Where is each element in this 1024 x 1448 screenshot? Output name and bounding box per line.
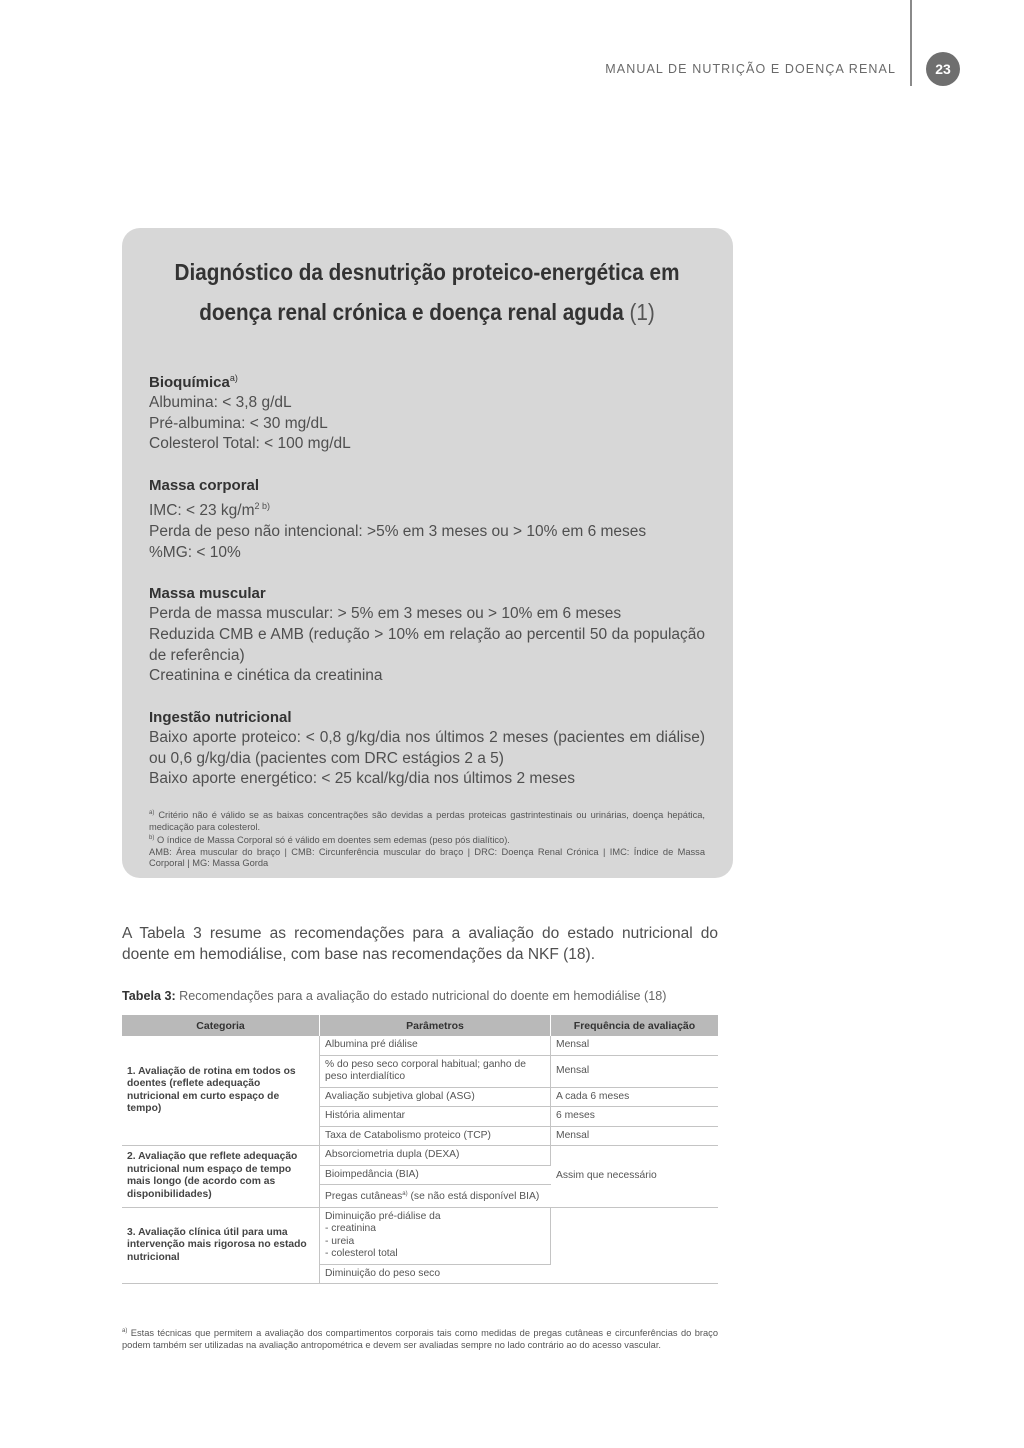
parameter-cell: Albumina pré diálise [320, 1036, 551, 1055]
category-cell: 2. Avaliação que reflete adequação nutricional num espaço de tempo mais longo (de acordo com as disponibilidades) [122, 1146, 320, 1208]
parameter-cell: Taxa de Catabolismo proteico (TCP) [320, 1126, 551, 1146]
section-line: IMC: < 23 $kg/m^{2 b)}$ [149, 501, 271, 520]
intro-paragraph: A Tabela 3 resume as recomendações para a avaliação do estado nutricional do doente em hemodiálise, com base nas recomendações da NKF (18). [122, 925, 718, 963]
recommendations-table [122, 1015, 718, 1284]
parameter-cell: Diminuição pré-diálise da - creatinina - ureia - colesterol total [320, 1207, 551, 1264]
footnote-b: $^{b)}$ O índice de Massa Corporal só é válido em doentes sem edemas (peso pós dialítico). [149, 835, 510, 846]
table-footnote: $^{a)}$ Estas técnicas que permitem a avaliação dos compartimentos corporais tais como medidas de pregas cutâneas e circunferências do braço podem também ser utilizadas na avaliação antropométrica e devem ser avaliadas sempre no lado contrário ao do acesso vascular. [122, 1328, 718, 1350]
header-divider [910, 0, 912, 86]
section-line: Perda de massa muscular: > 5% em 3 meses ou > 10% em 6 meses [149, 605, 622, 623]
frequency-cell: A cada 6 meses [551, 1087, 719, 1107]
section-bioquimica [149, 368, 705, 455]
section-line: Baixo aporte proteico: < 0,8 g/kg/dia nos últimos 2 meses (pacientes em diálise) ou 0,6 g/kg/dia (pacientes com DRC estágios 2 a 5) [149, 729, 705, 767]
box-title-reference: (1) [629, 299, 655, 325]
parameter-cell: Bioimpedância (BIA) [320, 1165, 551, 1185]
frequency-cell: Mensal [551, 1126, 719, 1146]
table-row [122, 1036, 718, 1055]
box-footnotes [149, 808, 705, 870]
section-massa-corporal [149, 475, 705, 563]
page-number-badge: 23 [926, 52, 960, 86]
footnote-a: $^{a)}$ Critério não é válido se as baixas concentrações são devidas a perdas proteicas gastrintestinais ou urinárias, doença hepática, medicação para colesterol. [149, 810, 705, 832]
diagnosis-box [122, 228, 733, 878]
abbreviations: AMB: Área muscular do braço | CMB: Circunferência muscular do braço | DRC: Doença Renal Crónica | IMC: Índice de Massa Corporal | MG: Massa Gorda [149, 846, 705, 869]
section-line: Baixo aporte energético: < 25 kcal/kg/dia nos últimos 2 meses [149, 770, 576, 788]
parameter-cell: Diminuição do peso seco [320, 1264, 551, 1284]
table-row [122, 1146, 718, 1166]
table-header-row [122, 1015, 718, 1036]
parameter-cell: % do peso seco corporal habitual; ganho de peso interdialítico [320, 1055, 551, 1087]
frequency-cell: Mensal [551, 1055, 719, 1087]
category-cell: 1. Avaliação de rotina em todos os doentes (reflete adequação nutricional em curto espaço de tempo) [122, 1036, 320, 1146]
running-header: MANUAL DE NUTRIÇÃO E DOENÇA RENAL [605, 62, 896, 76]
section-line: %MG: < 10% [149, 543, 241, 561]
box-title-line-1: Diagnóstico da desnutrição proteico-energética em [174, 259, 680, 285]
frequency-cell [551, 1207, 719, 1284]
section-line: Pré-albumina: < 30 mg/dL [149, 414, 328, 432]
column-header: Parâmetros [320, 1015, 551, 1036]
column-header: Frequência de avaliação [551, 1015, 719, 1036]
section-line: Perda de peso não intencional: >5% em 3 meses ou > 10% em 6 meses [149, 522, 647, 540]
column-header: Categoria [122, 1015, 320, 1036]
section-line: Creatinina e cinética da creatinina [149, 667, 383, 685]
section-line: Albumina: < 3,8 g/dL [149, 394, 292, 411]
section-line: Reduzida CMB e AMB (redução > 10% em relação ao percentil 50 da população de referência) [149, 625, 705, 664]
section-massa-muscular [149, 583, 705, 687]
frequency-cell: 6 meses [551, 1107, 719, 1127]
box-title [150, 252, 704, 332]
parameter-cell: Avaliação subjetiva global (ASG) [320, 1087, 551, 1107]
frequency-cell: Mensal [551, 1036, 719, 1055]
box-title-line-2: doença renal crónica e doença renal aguda (1) [199, 299, 655, 325]
parameter-cell: História alimentar [320, 1107, 551, 1127]
section-heading: Massa muscular [149, 585, 266, 603]
category-cell: 3. Avaliação clínica útil para uma intervenção mais rigorosa no estado nutricional [122, 1207, 320, 1284]
section-line: Colesterol Total: < 100 mg/dL [149, 435, 351, 453]
section-heading: Bioquímica$^{a)}$ [149, 373, 238, 391]
section-heading: Massa corporal [149, 477, 260, 495]
parameter-cell: Pregas cutâneas$^{a)}$ (se não está disponível BIA) [320, 1185, 551, 1208]
section-ingestao-nutricional [149, 707, 705, 790]
table-row [122, 1207, 718, 1264]
parameter-cell: Absorciometria dupla (DEXA) [320, 1146, 551, 1166]
frequency-cell: Assim que necessário [551, 1146, 719, 1208]
table-caption: Tabela 3: Recomendações para a avaliação do estado nutricional do doente em hemodiálise (18) [122, 989, 667, 1003]
section-heading: Ingestão nutricional [149, 709, 292, 727]
